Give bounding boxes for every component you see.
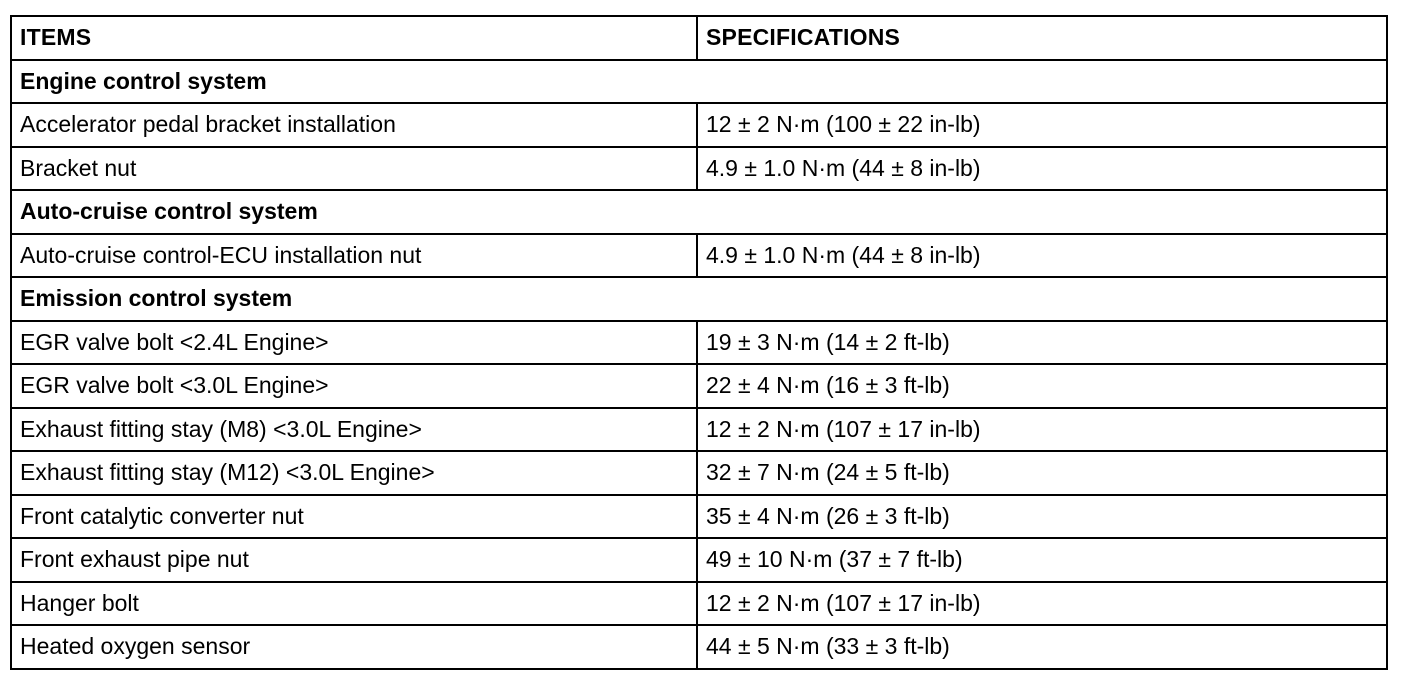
spec-cell: 44 ± 5 N·m (33 ± 3 ft-lb) (697, 625, 1387, 669)
item-cell: EGR valve bolt <2.4L Engine> (11, 321, 697, 365)
spec-cell: 32 ± 7 N·m (24 ± 5 ft-lb) (697, 451, 1387, 495)
spec-cell: 49 ± 10 N·m (37 ± 7 ft-lb) (697, 538, 1387, 582)
table-row (11, 321, 1387, 365)
item-cell: Accelerator pedal bracket installation (11, 103, 697, 147)
spec-cell: 4.9 ± 1.0 N·m (44 ± 8 in-lb) (697, 147, 1387, 191)
section-heading: Emission control system (11, 277, 1387, 321)
item-cell: Hanger bolt (11, 582, 697, 626)
section-row (11, 60, 1387, 104)
spec-cell: 19 ± 3 N·m (14 ± 2 ft-lb) (697, 321, 1387, 365)
item-cell: Bracket nut (11, 147, 697, 191)
spec-cell: 12 ± 2 N·m (107 ± 17 in-lb) (697, 408, 1387, 452)
item-cell: Front exhaust pipe nut (11, 538, 697, 582)
table-row (11, 538, 1387, 582)
item-cell: Auto-cruise control-ECU installation nut (11, 234, 697, 278)
table-row (11, 408, 1387, 452)
item-cell: Exhaust fitting stay (M12) <3.0L Engine> (11, 451, 697, 495)
spec-cell: 22 ± 4 N·m (16 ± 3 ft-lb) (697, 364, 1387, 408)
table-header-row (11, 16, 1387, 60)
table-row (11, 625, 1387, 669)
section-row (11, 190, 1387, 234)
table-row (11, 147, 1387, 191)
section-row (11, 277, 1387, 321)
table-row (11, 582, 1387, 626)
item-cell: Heated oxygen sensor (11, 625, 697, 669)
table-row (11, 364, 1387, 408)
table-row (11, 451, 1387, 495)
header-items: ITEMS (11, 16, 697, 60)
section-heading: Engine control system (11, 60, 1387, 104)
section-heading: Auto-cruise control system (11, 190, 1387, 234)
spec-cell: 4.9 ± 1.0 N·m (44 ± 8 in-lb) (697, 234, 1387, 278)
header-specifications: SPECIFICATIONS (697, 16, 1387, 60)
spec-cell: 12 ± 2 N·m (107 ± 17 in-lb) (697, 582, 1387, 626)
item-cell: Exhaust fitting stay (M8) <3.0L Engine> (11, 408, 697, 452)
table-body (11, 60, 1387, 669)
table-row (11, 103, 1387, 147)
table-row (11, 234, 1387, 278)
table-row (11, 495, 1387, 539)
item-cell: EGR valve bolt <3.0L Engine> (11, 364, 697, 408)
spec-cell: 12 ± 2 N·m (100 ± 22 in-lb) (697, 103, 1387, 147)
spec-cell: 35 ± 4 N·m (26 ± 3 ft-lb) (697, 495, 1387, 539)
item-cell: Front catalytic converter nut (11, 495, 697, 539)
spec-table (10, 15, 1388, 670)
